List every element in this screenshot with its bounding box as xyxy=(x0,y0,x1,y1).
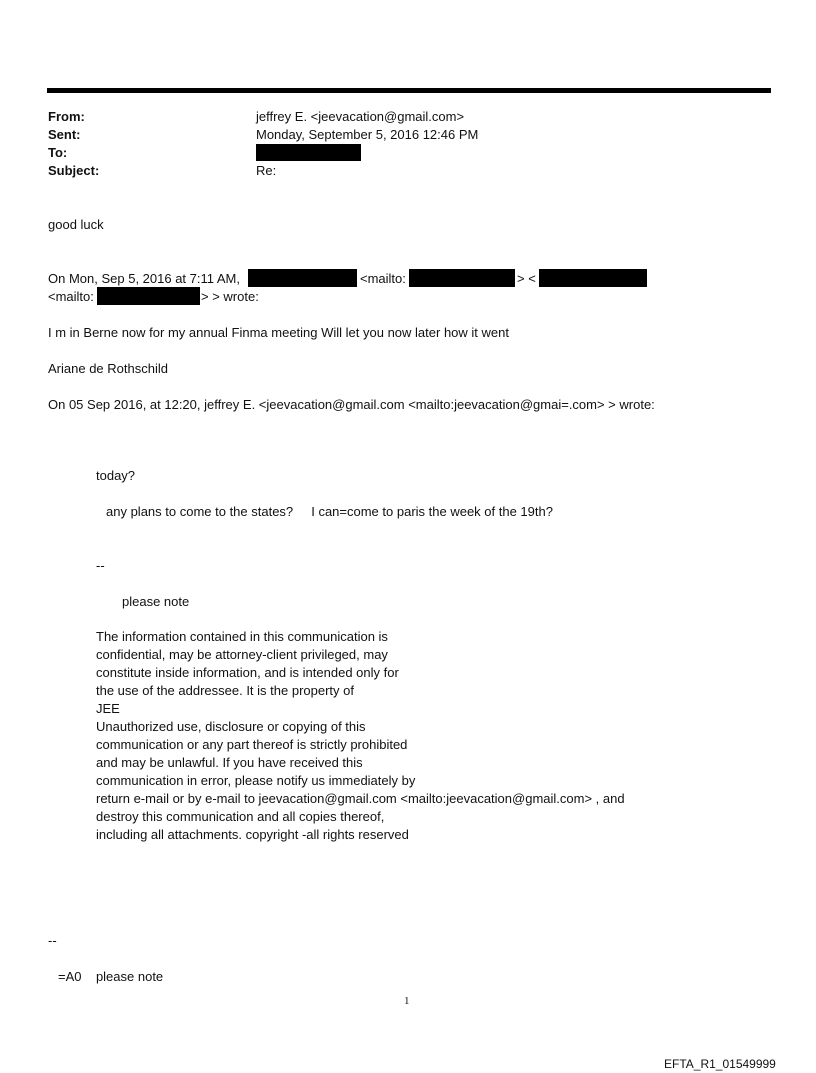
separator-dashes-2: -- xyxy=(48,933,57,948)
header-rule xyxy=(47,88,771,93)
quote1-line1c: > < xyxy=(517,271,536,286)
disclaimer-block xyxy=(96,628,625,844)
signature: Ariane de Rothschild xyxy=(48,361,168,376)
please-note-1: please note xyxy=(122,594,190,609)
quote1-line1a: On Mon, Sep 5, 2016 at 7:11 AM, xyxy=(48,271,240,286)
subject-label: Subject: xyxy=(48,163,100,178)
separator-dashes-1: -- xyxy=(96,558,105,573)
sent-value: Monday, September 5, 2016 12:46 PM xyxy=(256,127,479,142)
please-note-2: =A0 please note xyxy=(58,969,164,984)
redaction-sender-email-3 xyxy=(97,287,200,305)
redaction-sender-name xyxy=(248,269,357,287)
disclaimer-line: communication or any part thereof is strictly prohibited xyxy=(96,737,408,752)
reply-text: good luck xyxy=(48,217,104,232)
disclaimer-line: including all attachments. copyright -all rights reserved xyxy=(96,827,409,842)
quote1-line2a: <mailto: xyxy=(48,289,94,304)
disclaimer-line: the use of the addressee. It is the property of xyxy=(96,683,354,698)
disclaimer-line: destroy this communication and all copies thereof, xyxy=(96,809,385,824)
disclaimer-line: Unauthorized use, disclosure or copying of this xyxy=(96,719,366,734)
disclaimer-line: return e-mail or by e-mail to jeevacation@gmail.com <mailto:jeevacation@gmail.com> , and xyxy=(96,791,625,806)
sent-label: Sent: xyxy=(48,127,81,142)
disclaimer-line: and may be unlawful. If you have received this xyxy=(96,755,363,770)
message-berne: I m in Berne now for my annual Finma meeting Will let you now later how it went xyxy=(48,325,509,340)
from-value: jeffrey E. <jeevacation@gmail.com> xyxy=(256,109,465,124)
document-id: EFTA_R1_01549999 xyxy=(664,1057,776,1071)
today-text: today? xyxy=(96,468,136,483)
quote1-line2b: > > wrote: xyxy=(201,289,259,304)
page-number: 1 xyxy=(404,995,410,1007)
disclaimer-line: confidential, may be attorney-client privileged, may xyxy=(96,647,388,662)
disclaimer-line: JEE xyxy=(96,701,120,716)
disclaimer-line: The information contained in this communication is xyxy=(96,629,388,644)
plans-text: any plans to come to the states? I can=come to paris the week of the 19th? xyxy=(106,504,553,519)
disclaimer-line: communication in error, please notify us immediately by xyxy=(96,773,416,788)
redaction-sender-email-2 xyxy=(539,269,647,287)
quote2-header: On 05 Sep 2016, at 12:20, jeffrey E. <jeevacation@gmail.com <mailto:jeevacation@gmai=.com> > wrote: xyxy=(48,397,655,412)
quote1-line1b: <mailto: xyxy=(360,271,406,286)
from-label: From: xyxy=(48,109,85,124)
redaction-to xyxy=(256,144,361,161)
redaction-sender-email-1 xyxy=(409,269,515,287)
to-label: To: xyxy=(48,145,68,160)
subject-value: Re: xyxy=(256,163,277,178)
disclaimer-line: constitute inside information, and is intended only for xyxy=(96,665,399,680)
